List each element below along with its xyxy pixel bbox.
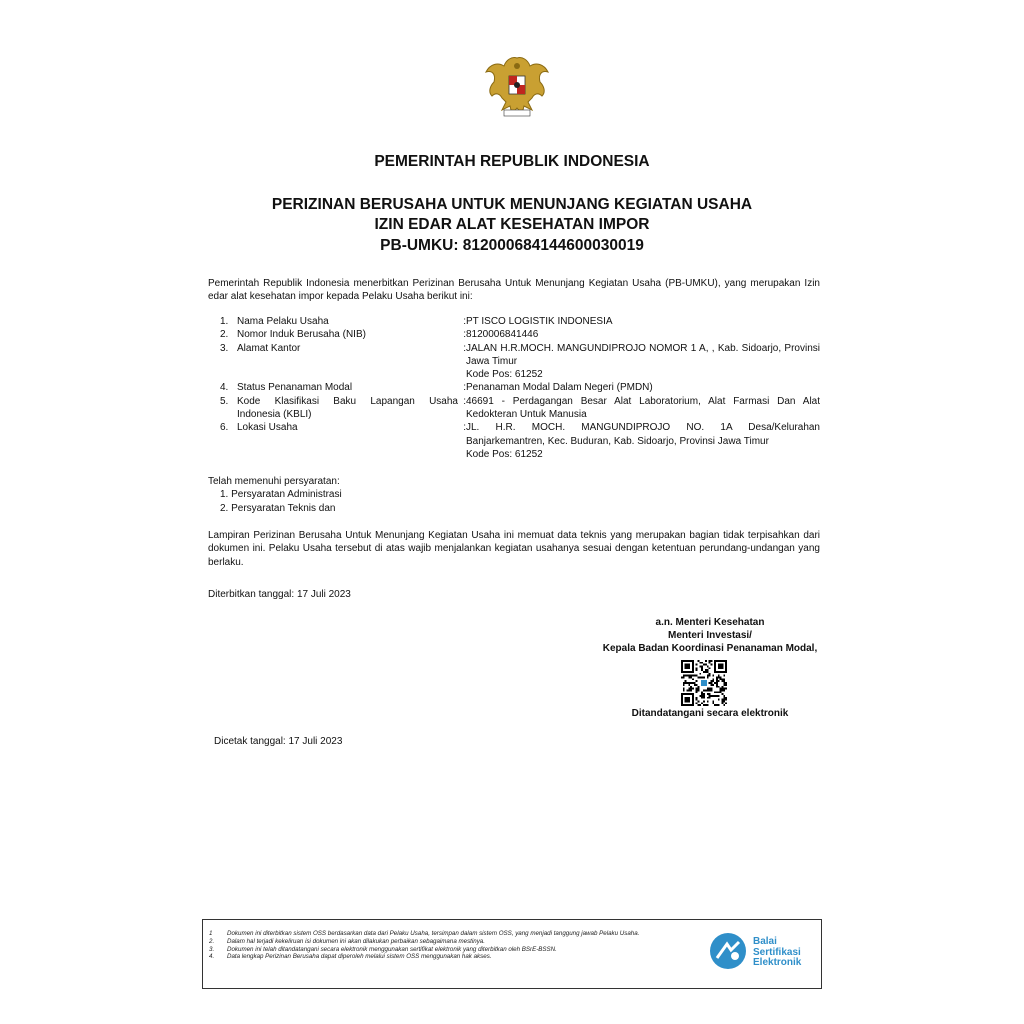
field-value: 46691 - Perdagangan Besar Alat Laboratorium, Alat Farmasi Dan Alat Kedokteran Untuk Manusia (466, 395, 820, 421)
note-text: Dokumen ini diterbitkan sistem OSS berdasarkan data dari Pelaku Usaha, tersimpan dalam sistem OSS, yang menjadi tanggung jawab Pelaku Usaha. (227, 930, 640, 937)
closing-paragraph: Lampiran Perizinan Berusaha Untuk Menunjang Kegiatan Usaha ini memuat data teknis yang merupakan bagian tidak terpisahkan dari dokumen ini. Pelaku Usaha tersebut di atas wajib menjalankan kegiatan usahanya sesuai dengan ketentuan perundang-undangan yang berlaku. (208, 530, 820, 568)
postal-code: Kode Pos: 61252 (466, 369, 543, 381)
note-text: Data lengkap Perizinan Berusaha dapat diperoleh melalui sistem OSS menggunakan hak akses. (227, 953, 492, 961)
requirement-item: 2. Persyaratan Teknis dan (220, 502, 336, 514)
footer-note (209, 946, 699, 954)
bsre-logo-word: Sertifikasi (753, 946, 801, 958)
field-colon: : (463, 422, 466, 434)
signature-line: Menteri Investasi/ (668, 630, 752, 642)
field-value (466, 421, 820, 461)
government-heading: PEMERINTAH REPUBLIK INDONESIA (374, 153, 650, 170)
issued-date: Diterbitkan tanggal: 17 Juli 2023 (208, 589, 351, 600)
field-row (220, 395, 820, 422)
field-value-text: JALAN H.R.MOCH. MANGUNDIPROJO NOMOR 1 A, , Kab. Sidoarjo, Provinsi Jawa Timur (466, 342, 820, 367)
field-label: Kode Klasifikasi Baku Lapangan Usaha Indonesia (KBLI) (237, 395, 458, 421)
field-colon: : (463, 382, 466, 394)
note-number: 3. (209, 945, 215, 953)
intro-paragraph: Pemerintah Republik Indonesia menerbitkan Perizinan Berusaha Untuk Menunjang Kegiatan Usaha (PB-UMKU), yang merupakan Izin edar alat kesehatan impor kepada Pelaku Usaha berikut ini: (208, 278, 820, 303)
bsre-logo-text (753, 937, 801, 969)
field-number: 1. (220, 316, 229, 327)
qr-code-icon (681, 660, 727, 706)
field-label: Nama Pelaku Usaha (237, 316, 329, 327)
field-number: 2. (220, 329, 229, 341)
permit-subtitle: IZIN EDAR ALAT KESEHATAN IMPOR (374, 216, 650, 233)
permit-number: PB-UMKU: 812000684144600030019 (380, 237, 644, 254)
requirements-list (208, 488, 342, 515)
field-label: Nomor Induk Berusaha (NIB) (237, 329, 366, 341)
bsre-logo-word: Elektronik (753, 957, 802, 968)
field-row (220, 381, 820, 394)
field-colon: : (463, 316, 466, 327)
garuda-emblem-icon (482, 52, 552, 124)
field-colon: : (463, 342, 466, 354)
requirement-item: 1. Persyaratan Administrasi (220, 489, 342, 501)
footer-notes-box (202, 919, 822, 989)
note-number: 2. (209, 937, 215, 945)
printed-date: Dicetak tanggal: 17 Juli 2023 (214, 736, 343, 747)
signature-line: a.n. Menteri Kesehatan (655, 617, 765, 628)
field-label: Status Penanaman Modal (237, 382, 353, 394)
field-row (220, 328, 820, 341)
electronic-signature-label: Ditandatangani secara elektronik (631, 708, 789, 719)
field-value (466, 342, 820, 382)
field-value-text: JL. H.R. MOCH. MANGUNDIPROJO NO. 1A Desa/Kelurahan Banjarkemantren, Kec. Buduran, Kab. Sidoarjo, Provinsi Jawa Timur (466, 422, 820, 447)
permit-title: PERIZINAN BERUSAHA UNTUK MENUNJANG KEGIATAN USAHA (271, 196, 753, 213)
footer-note (209, 938, 699, 946)
footer-note (209, 930, 699, 938)
bsre-logo-word: Balai (753, 936, 777, 947)
field-number: 4. (220, 382, 229, 394)
requirements-heading: Telah memenuhi persyaratan: (208, 476, 340, 487)
note-text: Dalam hal terjadi kekeliruan isi dokumen ini akan dilakukan perbaikan sebagaimana mestinya. (227, 937, 485, 945)
field-value: PT ISCO LOGISTIK INDONESIA (466, 316, 613, 327)
field-row (220, 342, 820, 382)
signature-line: Kepala Badan Koordinasi Penanaman Modal, (602, 643, 818, 655)
field-number: 6. (220, 422, 229, 434)
field-colon: : (463, 395, 466, 407)
field-number: 5. (220, 395, 229, 407)
field-row (220, 421, 820, 461)
footer-notes (209, 930, 699, 961)
field-label: Lokasi Usaha (237, 422, 298, 434)
field-value: 8120006841446 (466, 329, 539, 341)
signature-block (560, 616, 860, 656)
business-fields (220, 315, 820, 461)
field-value: Penanaman Modal Dalam Negeri (PMDN) (466, 382, 653, 394)
note-text: Dokumen ini telah ditandatangani secara elektronik menggunakan sertifikat elektronik yang diterbitkan oleh BSrE-BSSN. (227, 945, 557, 953)
requirements-section (208, 475, 342, 515)
note-number: 4. (209, 953, 215, 961)
postal-code: Kode Pos: 61252 (466, 448, 543, 460)
field-colon: : (463, 329, 466, 341)
field-row (220, 315, 820, 328)
field-number: 3. (220, 342, 229, 354)
footer-note (209, 953, 699, 961)
bsre-logo-icon (709, 932, 747, 970)
note-number: 1 (209, 930, 213, 937)
field-label: Alamat Kantor (237, 342, 301, 354)
